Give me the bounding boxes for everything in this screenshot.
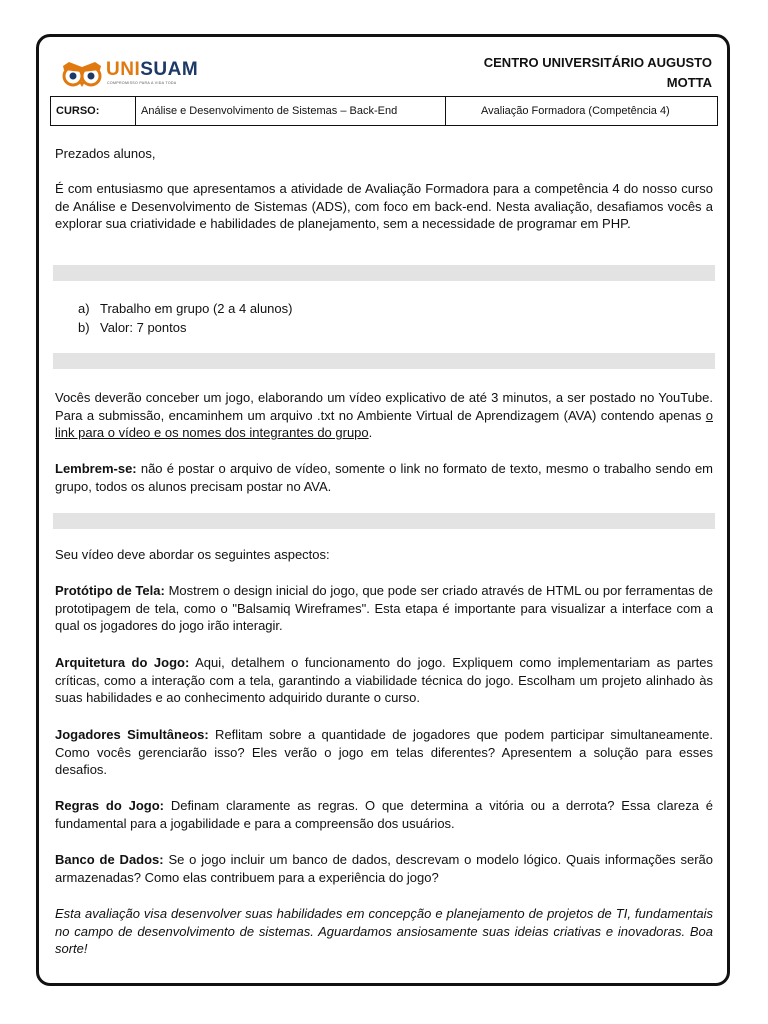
submission-underlined-text: o link para o vídeo e os nomes dos integrantes do grupo: [55, 407, 713, 440]
reminder-paragraph: [55, 460, 713, 495]
institution-line-1: CENTRO UNIVERSITÁRIO AUGUSTO: [483, 55, 712, 70]
course-label: CURSO:: [51, 97, 136, 125]
document-frame: [36, 34, 730, 986]
aspects-intro: Seu vídeo deve abordar os seguintes aspectos:: [55, 547, 330, 562]
owl-icon: [60, 60, 104, 88]
aspect-game-rules: [55, 797, 713, 832]
aspect-label: Jogadores Simultâneos:: [55, 727, 209, 742]
aspect-text: Aqui, detalhem o funcionamento do jogo. Expliquem como implementariam as partes críticas, como a interação com a tela, garantindo a viabilidade técnica do jogo. Escolham um projeto alinhado às suas habilidades e ao conhecimento adquirido durante o curso.: [55, 655, 713, 705]
list-marker: a): [78, 301, 90, 316]
course-name: Análise e Desenvolvimento de Sistemas – Back-End: [136, 97, 446, 125]
institution-name: [452, 53, 712, 93]
section-divider-1: [53, 265, 715, 281]
aspect-text: Reflitam sobre a quantidade de jogadores que podem participar simultaneamente. Como vocês gerenciarão isso? Eles verão o jogo em telas diferentes? Apresentem a solução para esses desafios.: [55, 727, 713, 777]
list-item-text: Trabalho em grupo (2 a 4 alunos): [100, 301, 293, 316]
requirements-list: [78, 299, 292, 337]
course-table: [50, 96, 718, 126]
aspect-label: Regras do Jogo:: [55, 798, 164, 813]
reminder-label: Lembrem-se:: [55, 461, 137, 476]
greeting: Prezados alunos,: [55, 146, 156, 161]
list-item-text: Valor: 7 pontos: [100, 320, 187, 335]
institution-line-2: MOTTA: [666, 75, 712, 90]
submission-end: .: [368, 425, 373, 440]
closing-paragraph: Esta avaliação visa desenvolver suas habilidades em concepção e planejamento de projetos de TI, fundamentais no campo de desenvolvimento de sistemas. Aguardamos ansiosamente suas ideias criativas e inovadoras. Boa sorte!: [55, 906, 713, 956]
aspect-text: Definam claramente as regras. O que determina a vitória ou a derrota? Essa clareza é fundamental para a jogabilidade e para a compreensão dos usuários.: [55, 798, 713, 831]
aspect-simultaneous-players: [55, 726, 713, 779]
list-item: [78, 318, 292, 337]
aspect-text: Mostrem o design inicial do jogo, que pode ser criado através de HTML ou por ferramentas de prototipagem de tela, como o "Balsamiq Wireframes". Esta etapa é importante para visualizar a interface com a qual os jogadores do jogo irão interagir.: [55, 583, 713, 633]
logo-tagline: COMPROMISSO PARA A VIDA TODA: [107, 81, 177, 85]
aspect-prototype: [55, 582, 713, 635]
aspect-label: Banco de Dados:: [55, 852, 164, 867]
unisuam-logo: [60, 58, 200, 90]
submission-text: Vocês deverão conceber um jogo, elaborando um vídeo explicativo de até 3 minutos, a ser postado no YouTube. Para a submissão, encaminhem um arquivo .txt no Ambiente Virtual de Aprendizagem (AVA) contendo apenas: [55, 390, 713, 423]
section-divider-3: [53, 513, 715, 529]
section-divider-2: [53, 353, 715, 369]
submission-paragraph: [55, 389, 713, 442]
logo-suam: SUAM: [140, 59, 199, 80]
aspect-label: Protótipo de Tela:: [55, 583, 165, 598]
logo-uni: UNI: [106, 59, 141, 80]
intro-paragraph: É com entusiasmo que apresentamos a atividade de Avaliação Formadora para a competência 4 do nosso curso de Análise e Desenvolvimento de Sistemas (ADS), com foco em back-end. Nesta avaliação, desafiamos vocês a explorar sua criatividade e habilidades de planejamento, sem a necessidade de programar em PHP.: [55, 181, 713, 231]
aspect-architecture: [55, 654, 713, 707]
reminder-text: não é postar o arquivo de vídeo, somente o link no formato de texto, mesmo o trabalho sendo em grupo, todos os alunos precisam postar no AVA.: [55, 461, 713, 494]
aspect-database: [55, 851, 713, 886]
evaluation-name: Avaliação Formadora (Competência 4): [481, 105, 670, 117]
list-marker: b): [78, 320, 90, 335]
aspect-label: Arquitetura do Jogo:: [55, 655, 190, 670]
aspect-text: Se o jogo incluir um banco de dados, descrevam o modelo lógico. Quais informações serão armazenadas? Como elas contribuem para a experiência do jogo?: [55, 852, 713, 885]
logo-wordmark: [106, 60, 198, 80]
list-item: [78, 299, 292, 318]
